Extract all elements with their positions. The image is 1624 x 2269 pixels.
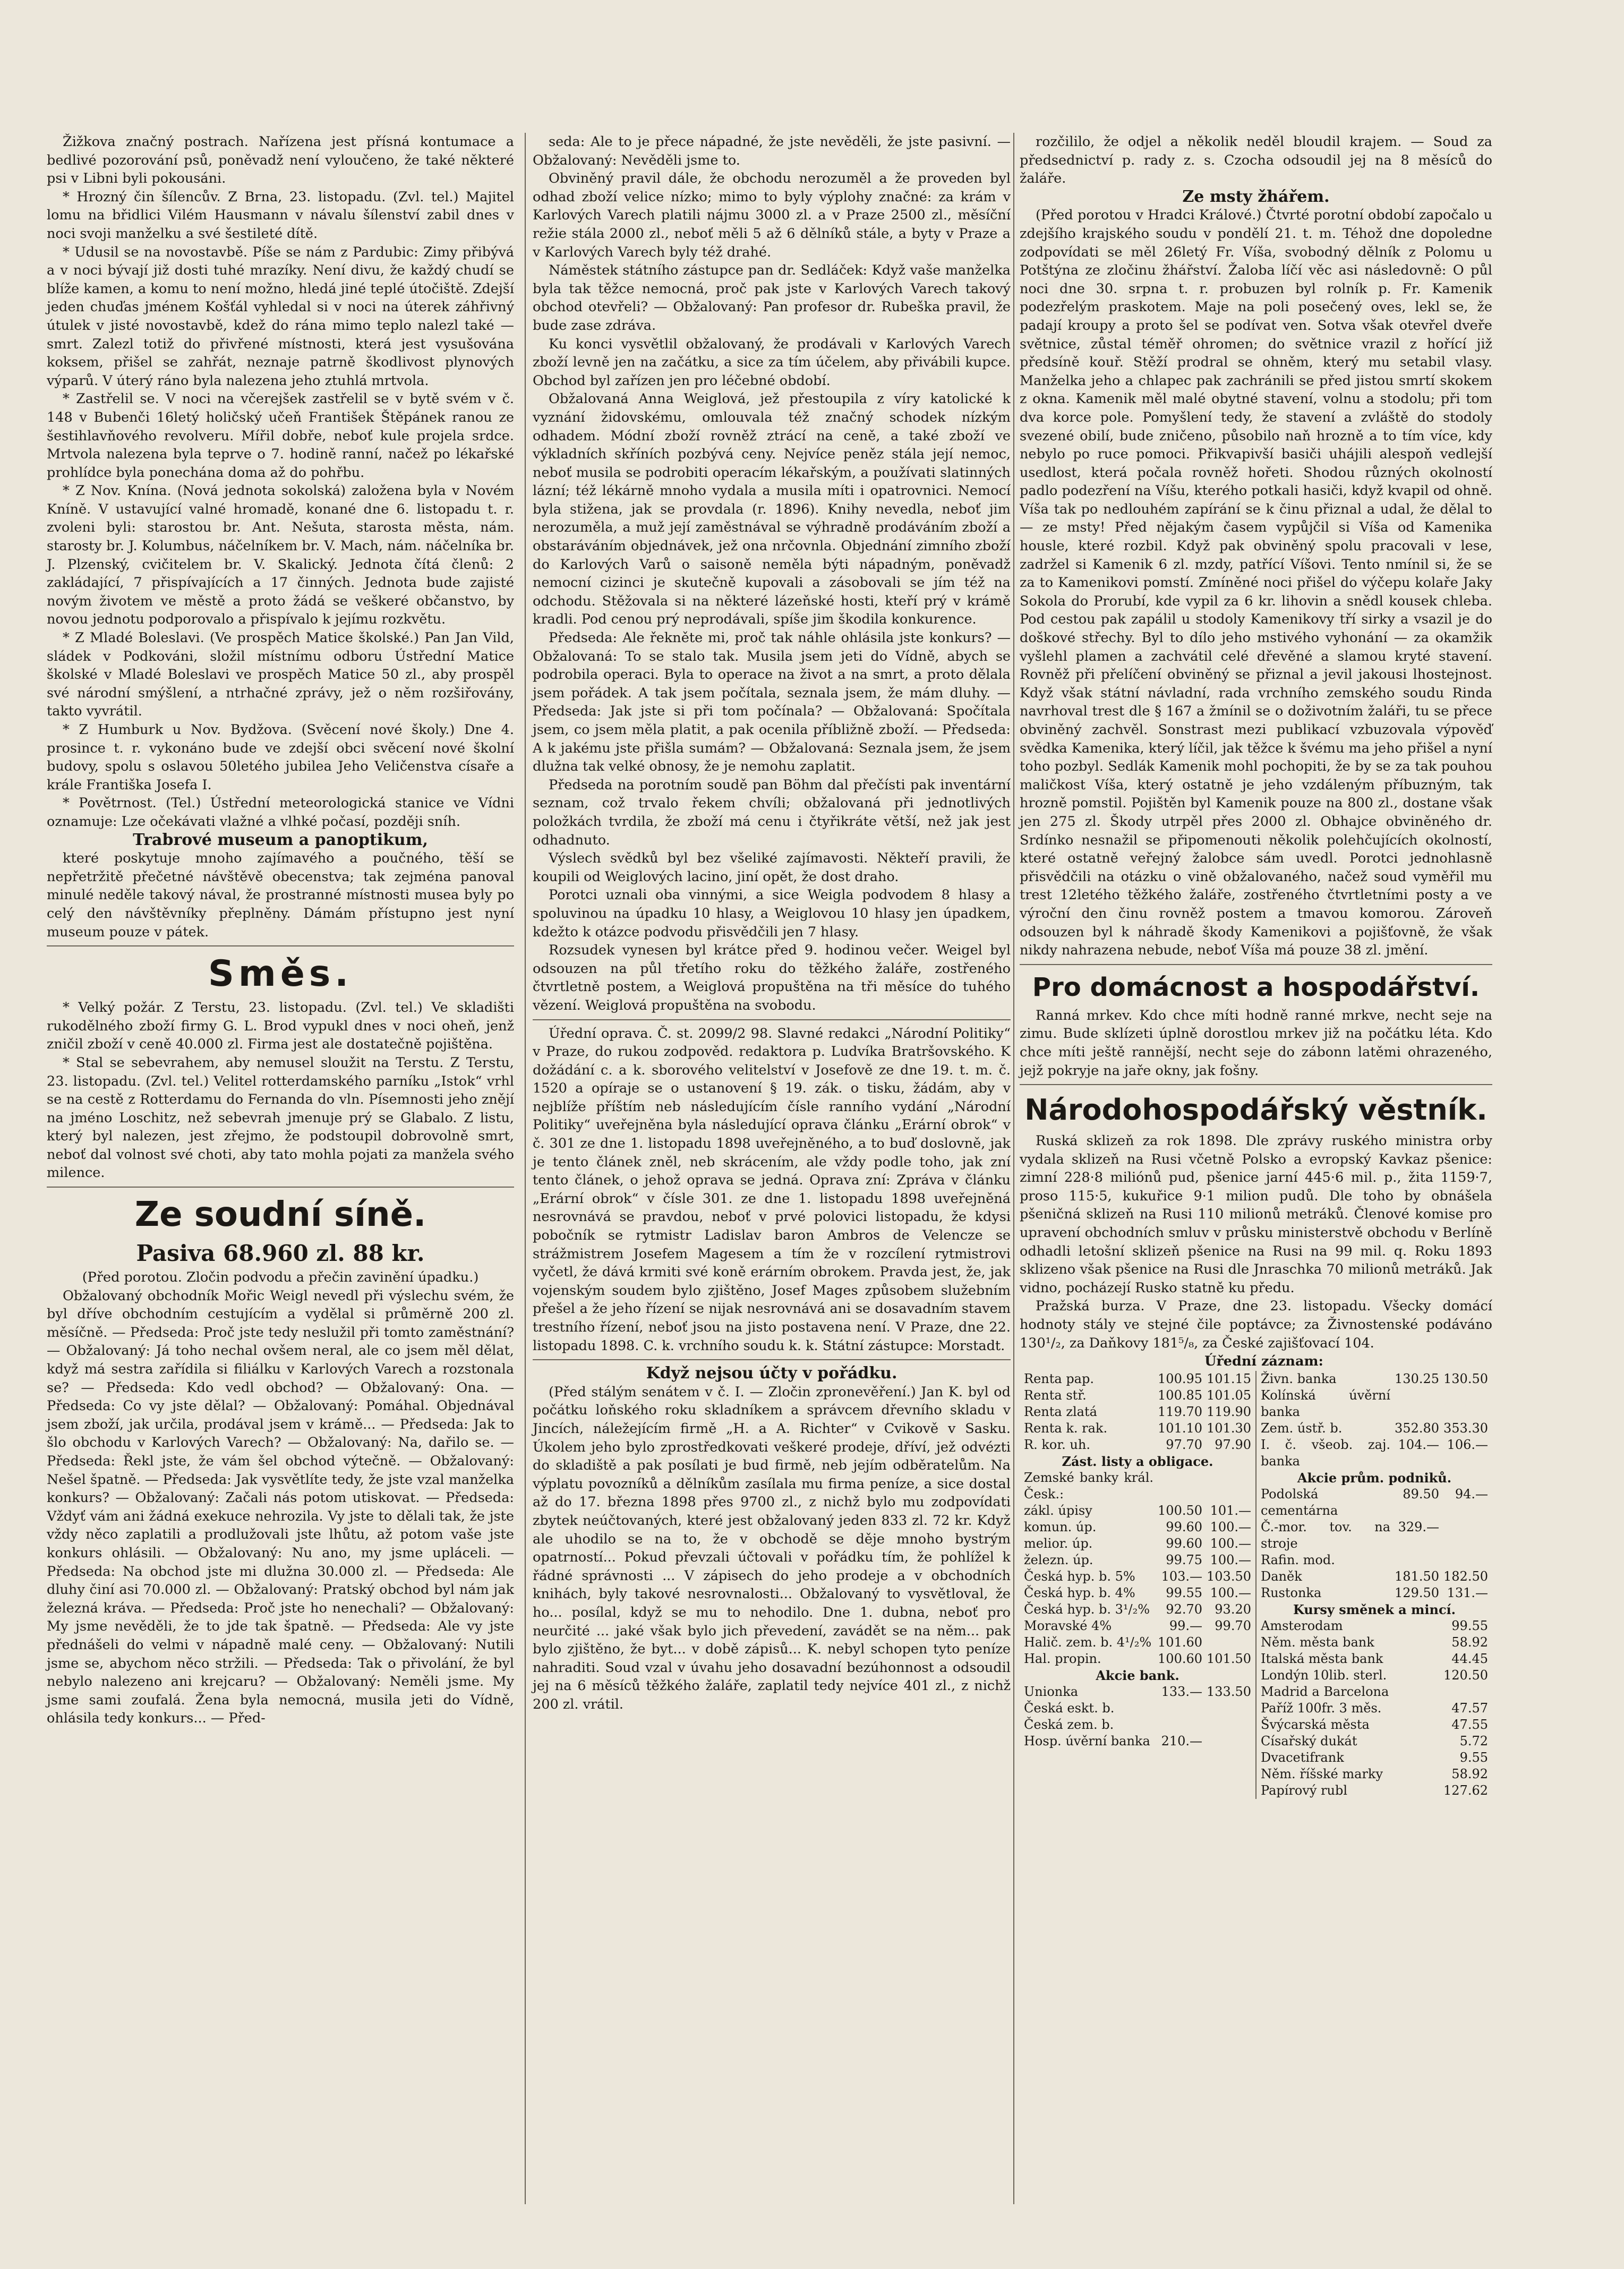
security-name: Č.-mor. tov. na stroje bbox=[1261, 1519, 1391, 1551]
ask-value: 182.50 bbox=[1443, 1568, 1488, 1584]
section-title-soud: Ze soudní síně. bbox=[134, 1195, 426, 1235]
ask-value: 100.— bbox=[1210, 1536, 1251, 1551]
left-table bbox=[1022, 1371, 1253, 1750]
security-name: železn. úp. bbox=[1024, 1552, 1093, 1567]
table-row bbox=[1022, 1568, 1253, 1585]
table-row bbox=[1022, 1371, 1253, 1387]
table-row bbox=[1259, 1733, 1490, 1750]
table-row bbox=[1259, 1634, 1490, 1651]
table-row bbox=[1022, 1503, 1253, 1519]
currency-name: Papírový rubl bbox=[1261, 1782, 1348, 1798]
ask-value: 97.90 bbox=[1215, 1437, 1251, 1452]
article-paragraph: * Povětrnost. (Tel.) Ústřední meteorologická stanice ve Vídni oznamuje: Lze očekávati vlažné a vlhké počasí, později sníh. bbox=[47, 795, 514, 830]
divider bbox=[533, 1019, 1011, 1020]
section-title-smes: Směs. bbox=[208, 953, 353, 995]
table-row bbox=[1259, 1585, 1490, 1601]
table-row bbox=[1259, 1437, 1490, 1470]
divider bbox=[533, 1359, 1011, 1360]
table-row bbox=[1259, 1717, 1490, 1733]
ask-value: 93.20 bbox=[1215, 1601, 1251, 1617]
stock-table bbox=[1020, 1371, 1492, 1799]
column-rule-1 bbox=[525, 133, 526, 2204]
divider bbox=[47, 945, 514, 946]
rate-value: 58.92 bbox=[1451, 1634, 1488, 1650]
article-paragraph: Žižkova značný postrach. Nařízena jest přísná kontumace a bedlivé pozorování psů, poněvadž není vyloučeno, že také některé psi v Libni byli pokousáni. bbox=[47, 134, 514, 187]
article-paragraph: * Hrozný čin šílencův. Z Brna, 23. listopadu. (Zvl. tel.) Majitel lomu na břidlici Vilém Hausmann v návalu šílenství zabil dnes v noci svoji manželku a své šestileté dítě. bbox=[47, 189, 514, 242]
ask-value bbox=[1204, 1700, 1253, 1717]
ask-value: 101.15 bbox=[1207, 1371, 1251, 1386]
rate-value: 5.72 bbox=[1459, 1733, 1488, 1748]
ask-value: 353.30 bbox=[1443, 1420, 1488, 1436]
table-row bbox=[1259, 1700, 1490, 1717]
divider bbox=[1020, 1084, 1492, 1085]
article-paragraph: Obviněný pravil dále, že obchodu nerozuměl a že proveden byl odhad zboží velice nízko; mimo to byly výplohy značné: za krám v Karlových Varech platili nájmu 3000 zl. a v Praze 2500 zl., měsíční režie stála 2000 zl., neboť měli 5 až 6 dělníků stále, a byty v Praze a v Karlových Varech byly též drahé. bbox=[533, 170, 1011, 260]
article-paragraph: * Velký požár. Z Terstu, 23. listopadu. (Zvl. tel.) Ve skladišti rukodělného zboží firmy G. L. Brod vypukl dnes v noci oheň, jenž zničil zboží v ceně 40.000 zl. Firma jest ale dostatečně pojištěna. bbox=[47, 1000, 514, 1053]
security-name: Česká eskt. b. bbox=[1024, 1700, 1115, 1716]
table-row bbox=[1259, 1486, 1490, 1519]
ask-value: 133.50 bbox=[1207, 1684, 1251, 1699]
ask-value bbox=[1204, 1470, 1253, 1503]
ask-value: 101.50 bbox=[1207, 1651, 1251, 1666]
security-name: Unionka bbox=[1024, 1684, 1079, 1699]
table-row bbox=[1259, 1750, 1490, 1766]
security-name: Moravské 4% bbox=[1024, 1618, 1112, 1633]
security-name: Podolská cementárna bbox=[1261, 1486, 1338, 1518]
table-row bbox=[1259, 1782, 1490, 1799]
table-row bbox=[1022, 1585, 1253, 1601]
article-paragraph: Předseda: Ale řekněte mi, proč tak náhle ohlásila jste konkurs? — Obžalovaná: To se stalo tak. Musila jsem jeti do Vídně, abych se podrobila operaci. Byla to operace na život a na smrt, a proto dělala jsem pořádek. A tak jsem počítala, seznala jsem, že mám dluhy. — Předseda: Jak jste si při tom počínala? — Obžalovaná: Spočítala jsem, co jsem měla platit, a pak ocenila příbližně zboží. — Předseda: A k jakému jste přišla sumám? — Obžalovaná: Seznala jsem, že jsem dlužna tak velké obnosy, že je nemohu zaplatit. bbox=[533, 630, 1011, 775]
article-paragraph: * Z Mladé Boleslavi. (Ve prospěch Matice školské.) Pan Jan Vild, sládek v Podkováni, složil místnímu odboru Ústřední Matice školské v Mladé Boleslavi ve prospěch Matice 50 zl., aby prospěl své národní smýšlení, a ntrhačné zprávy, jež o něm rozšiřovány, takto vyvrátil. bbox=[47, 630, 514, 720]
column-3 bbox=[1020, 133, 1492, 1799]
table-row bbox=[1259, 1371, 1490, 1387]
bid-value: 104.— bbox=[1398, 1437, 1440, 1452]
article-paragraph: Porotci uznali oba vinnými, a sice Weigla podvodem 8 hlasy a spoluvinou na úpadku 10 hlasy, a Weiglovou 10 hlasy jen úpadkem, kdežto k otázce podvodu přisvědčili jen 7 hlasy. bbox=[533, 887, 1011, 940]
section-title-domacnost: Pro domácnost a hospodářství. bbox=[1032, 972, 1480, 1002]
bid-value: 210.— bbox=[1161, 1733, 1203, 1748]
article-paragraph: Pražská burza. V Praze, dne 23. listopadu. Všecky domácí hodnoty stály ve stejné čile poptávce; za Živnostenské podáváno 130¹/₂, za Daňkovy 181⁵/₈, za České zajišťovací 104. bbox=[1020, 1298, 1492, 1351]
rate-value: 99.55 bbox=[1451, 1618, 1488, 1633]
article-paragraph: Ku konci vysvětlil obžalovaný, že prodávali v Karlových Varech zboží levně jen na začátku, a sice za tím účelem, aby přivábili kupce. Obchod byl zařízen jen pro léčebné období. bbox=[533, 336, 1011, 389]
bid-value bbox=[1392, 1634, 1441, 1651]
divider bbox=[47, 1187, 514, 1188]
bid-value: 181.50 bbox=[1395, 1568, 1440, 1584]
ask-value: 100.— bbox=[1210, 1552, 1251, 1567]
rate-value: 120.50 bbox=[1443, 1667, 1488, 1683]
stock-table-right bbox=[1256, 1371, 1492, 1799]
article-paragraph: Ranná mrkev. Kdo chce míti hodně ranné mrkve, necht seje na zimu. Bude sklízeti úplně dorostlou mrkev již na počátku léta. Kdo chce míti ještě rannější, necht seje do zábonn latěmi ohrazeného, jejž pokryje na jaře okny, jak fošny. bbox=[1020, 1007, 1492, 1079]
table-row bbox=[1259, 1552, 1490, 1568]
security-name: Zem. ústř. b. bbox=[1261, 1420, 1343, 1436]
ask-value: 99.70 bbox=[1215, 1618, 1251, 1633]
table-row bbox=[1022, 1634, 1253, 1651]
security-name: Česká hyp. b. 5% bbox=[1024, 1568, 1135, 1584]
bid-value bbox=[1156, 1700, 1204, 1717]
ask-value: 103.50 bbox=[1207, 1568, 1251, 1584]
table-row bbox=[1259, 1667, 1490, 1684]
table-subheading: Akcie bank. bbox=[1096, 1667, 1179, 1683]
article-paragraph: * Zastřelil se. V noci na včerejšek zastřelil se v bytě svém v č. 148 v Bubenči 16letý holičský učeň František Štěpánek ranou ze šestihlavňového revolveru. Mířil dobře, neboť kule projela srdce. Mrtvola nalezena byla teprve o 7. hodině ranní, načež po lékařské prohlídce byla ponechána doma až do pohřbu. bbox=[47, 391, 514, 481]
table-row bbox=[1022, 1519, 1253, 1536]
currency-name: Švýcarská města bbox=[1261, 1717, 1370, 1732]
bid-value: 99.— bbox=[1169, 1618, 1203, 1633]
bid-value: 92.70 bbox=[1166, 1601, 1203, 1617]
security-name: Kolínská úvěrní banka bbox=[1261, 1387, 1391, 1419]
article-paragraph: Úřední oprava. Č. st. 2099/2 98. Slavné redakci „Národní Politiky“ v Praze, do rukou zodpověd. redaktora p. Ludvíka Bratršovského. K dožádání c. a k. sborového velitelství v Josefově ze dne 19. t. m. č. 1520 a opíraje se o ustanovení § 19. zák. o tisku, žádám, aby v nejblíže příštím neb následujícím čísle ranního vydání „Národní Politiky“ uveřejněna byla následující oprava článku „Erární obrok“ v č. 301 ze dne 1. listopadu 1898 uveřejněného, a to buď doslovně, jak je tento článek zněl, neb skrácením, ale vždy podle toho, jak zní tento článek, o jehož oprava se jedná. Oprava zní: Zpráva v článku „Erární obrok“ v čísle 301. ze dne 1. listopadu 1898 uveřejněná nesrovnává se pravdou, neboť v prvé polovici listopadu, že kdysi pobočník se rytmistr Ladislav baron Ambros de Velencze se strážmistrem Josefem Magesem a tím že v rozcílení rytmistrovi vyčetl, že dává krmiti své koně erárním obrokem. Pravda jest, že, jak vojenským soudem bylo zjištěno, Josef Mages způsobem služebním přešel a že jeho řízení se nijak nesrovnává ani se dosavadním stavem trestního řízení, neboť jsou na jisto postavena není. V Praze, dne 22. listopadu 1898. C. k. vrchního soudu k. k. Státní zástupce: Morstadt. bbox=[533, 1025, 1011, 1354]
table-row bbox=[1259, 1519, 1490, 1552]
ask-value: 101.30 bbox=[1207, 1420, 1251, 1436]
security-name: Česká hyp. b. 4% bbox=[1024, 1585, 1135, 1600]
bid-value bbox=[1392, 1766, 1441, 1782]
rate-value bbox=[1441, 1684, 1490, 1700]
bid-value: 89.50 bbox=[1403, 1486, 1440, 1502]
security-name: Česká zem. b. bbox=[1024, 1717, 1114, 1732]
table-row bbox=[1022, 1684, 1253, 1700]
article-paragraph: * Udusil se na novostavbě. Píše se nám z Pardubic: Zimy přibývá a v noci bývají již dosti tuhé mrazíky. Není divu, že každý chudí se blíže kamen, a komu to není možno, hledá jiné teplé útočiště. Zdejší jeden chuďas jménem Košťál vyhledal si v noci na úterek záhřivný útulek v jisté novostavbě, kdež do rána mimo teplo nalezl také — smrt. Zalezl totiž do přivřené místnosti, která jest vysušována koksem, přišel se zahřát, neznaje patrně škodlivost plynových výparů. V úterý ráno byla nalezena jeho ztuhlá mrtvola. bbox=[47, 244, 514, 389]
currency-name: Madrid a Barcelona bbox=[1261, 1684, 1389, 1699]
security-name: Renta zlatá bbox=[1024, 1404, 1097, 1419]
bid-value: 100.50 bbox=[1158, 1503, 1203, 1518]
article-paragraph: Náměstek státního zástupce pan dr. Sedláček: Když vaše manželka byla tak těžce nemocná, proč pak jste v Karlových Varech takový obchod otevřeli? — Obžalovaný: Pan profesor dr. Rubeška pravil, že bude zase zdráva. bbox=[533, 262, 1011, 334]
bid-value bbox=[1392, 1717, 1441, 1733]
rate-value: 47.57 bbox=[1451, 1700, 1488, 1716]
currency-name: Něm. města bank bbox=[1261, 1634, 1374, 1650]
article-subtitle: (Před porotou. Zločin podvodu a přečin zavinění úpadku.) bbox=[82, 1269, 479, 1286]
currency-name: Amsterodam bbox=[1261, 1618, 1343, 1633]
bid-value: 101.10 bbox=[1158, 1420, 1203, 1436]
article-title-zhar: Ze msty žhářem. bbox=[1182, 187, 1330, 206]
ask-value bbox=[1441, 1552, 1490, 1568]
table-row bbox=[1259, 1651, 1490, 1667]
table-row bbox=[1022, 1552, 1253, 1568]
security-name: I. č. všeob. zaj. banka bbox=[1261, 1437, 1391, 1469]
table-row bbox=[1259, 1568, 1490, 1585]
table-row bbox=[1259, 1387, 1490, 1420]
security-name: melior. úp. bbox=[1024, 1536, 1093, 1551]
table-row bbox=[1259, 1618, 1490, 1634]
table-subheading: Zást. listy a obligace. bbox=[1062, 1453, 1213, 1469]
table-row bbox=[1022, 1420, 1253, 1437]
bid-value: 100.95 bbox=[1158, 1371, 1203, 1386]
bid-value: 329.— bbox=[1398, 1519, 1440, 1534]
ask-value: 101.05 bbox=[1207, 1387, 1251, 1403]
stock-table-left bbox=[1020, 1371, 1256, 1799]
article-paragraph: * Z Humburk u Nov. Bydžova. (Svěcení nové školy.) Dne 4. prosince t. r. vykonáno bude ve zdejší obci svěcení nové školní budovy, spolu s oslavou 50letého jubilea Jeho Veličenstva císaře a krále Františka Josefa I. bbox=[47, 722, 514, 793]
section-title-narodohospodarsky: Národohospodářský věstník. bbox=[1024, 1093, 1488, 1127]
bid-value: 103.— bbox=[1161, 1568, 1203, 1584]
ad-text: které poskytuje mnoho zajímavého a poučného, těší se nepřetržitě přečetné návštěvě obecenstva; tak zejména panoval minulé neděle takový nával, že prostranné místnosti musea byly po celý den návštěvníky přeplněny. Dámám přístupno jest nyní museum pouze v pátek. bbox=[47, 850, 514, 940]
ask-value: 106.— bbox=[1447, 1437, 1488, 1452]
security-name: Daněk bbox=[1261, 1568, 1302, 1584]
table-row bbox=[1022, 1700, 1253, 1717]
bid-value bbox=[1156, 1470, 1204, 1503]
table-row bbox=[1259, 1684, 1490, 1700]
ask-value: 101.— bbox=[1210, 1503, 1251, 1518]
ask-value bbox=[1441, 1519, 1490, 1552]
article-paragraph: Obžalovaný obchodník Mořic Weigl nevedl při výslechu svém, že byl dříve obchodním cestujícím a vydělal si průměrně 200 zl. měsíčně. — Předseda: Proč jste tedy neslužil při tomto zaměstnání? — Obžalovaný: Já toho nechal ovšem neral, ale co jsem měl dělat, když má sestra zařídila si filiálku v Karlových Varech a rozstonala se? — Předseda: Kdo vedl obchod? — Obžalovaný: Ona. — Předseda: Co vy jste dělal? — Obžalovaný: Pomáhal. Objednával jsem zboží, jak určila, prodával jsem v krámě... — Předseda: Jak to šlo obchodu v Karlových Varech? — Obžalovaný: Na, dařilo se. — Předseda: Řekl jste, že vám šel obchod výtečně. — Obžalovaný: Nešel špatně. — Předseda: Jak vysvětlíte tedy, že jste vzal manželka konkurs? — Obžalovaný: Začali nás potom utiskovat. — Předseda: Vždyť vám ani žádná exekuce nehrozila. Vy jste to dělali tak, že jste vždy něco zaplatili a prodlužovali jste lhůtu, až potom vaše jste konkurs ohlásili. — Obžalovaný: Nu ano, my jsme upláceli. — Předseda: Na obchod jste mi dlužna 30.000 zl. — Předseda: Ale dluhy činí asi 70.000 zl. — Obžalovaný: Pratský obchod byl nám jak železná kráva. — Předseda: Proč jste ho nenechali? — Obžalovaný: My jsme nevěděli, že to jde tak špatně. — Předseda: Ale vy jste přednášeli do velmi v nápadně malé ceny. — Obžalovaný: Nutili jsme se, abychom něco stržili. — Předseda: Tak o přivolání, že byl nebylo nalezeno ani krejcaru? — Obžalovaný: Neměli jsme. My jsme sami zoufalá. Žena byla nemocná, musila jeti do Vídně, ohlásila tedy konkurs... — Před- bbox=[47, 1287, 514, 1727]
bid-value bbox=[1392, 1552, 1441, 1568]
table-row bbox=[1022, 1601, 1253, 1618]
column-1 bbox=[47, 133, 514, 1728]
rate-value: 58.92 bbox=[1451, 1766, 1488, 1781]
table-row bbox=[1022, 1618, 1253, 1634]
security-name: Rafin. mod. bbox=[1261, 1552, 1335, 1567]
article-paragraph: Ruská sklizeň za rok 1898. Dle zprávy ruského ministra orby vydala sklizeň na Rusi včetně Polsko a evropský Kavkaz pšenice: zimní 228·8 miliónů pud, pšenice jarní 445·6 mil. p., žita 1159·7, proso 115·5, kukuřice 9·1 milion pudů. Dle toho by obnášela pšeničná sklizeň na Rusi 110 milionů metráků. Členové komise pro upravení obchodních smluv v průsku ministerstvě obchodu v Berlíně odhadli letošní sklizeň pšenice na Rusi na 99 mil. q. Roku 1893 sklizeno však pšenice na Rusi dle Jnraschka 70 milionů metráků. Jak vidno, pocházejí Rusko statně ku předu. bbox=[1020, 1133, 1492, 1296]
security-name: Zemské banky král. Česk.: bbox=[1024, 1470, 1154, 1502]
column-rule-2 bbox=[1013, 133, 1014, 2204]
article-paragraph: Obžalovaná Anna Weiglová, jež přestoupila z víry katolické k vyznání židovskému, omlouvala též značný schodek nízkým odhadem. Módní zboží rovněž ztrácí na ceně, a také zboží ve výkladních skříních pozbývá ceny. Nejvíce peněz stála její nemoc, neboť musila se podrobiti operacím lékařským, a používati slatinných lázní; též lékárně mnoho vydala a musila míti i opatrovnici. Nemocí byla stižena, jak se provdala (r. 1896). Knihy nevedla, neboť jim nerozuměla, a muž její zaměstnával se výhradně prodáváním zboží a obstaráváním objednávek, jež ona nrčovnla. Objednání zimního zboží do Karlových Varů o saisoně neměla býti nápadným, poněvadž nemocní cizinci je skutečně kupovali a zásobovali se jím též na odchodu. Stěžovala si na některé lázeňské hosti, kteří prý v krámě kradli. Pod cenou prý neprodávali, spíše jim škodila konkurence. bbox=[533, 391, 1011, 628]
bid-value: 133.— bbox=[1161, 1684, 1203, 1699]
table-row bbox=[1259, 1766, 1490, 1782]
ask-value: 94.— bbox=[1455, 1486, 1488, 1502]
article-title-ucty: Když nejsou účty v pořádku. bbox=[646, 1364, 898, 1383]
security-name: komun. úp. bbox=[1024, 1519, 1097, 1534]
article-title-pasiva: Pasiva 68.960 zl. 88 kr. bbox=[136, 1240, 425, 1267]
security-name: Hosp. úvěrní banka bbox=[1024, 1733, 1150, 1748]
table-subheading: Akcie prům. podniků. bbox=[1297, 1470, 1452, 1486]
article-paragraph: Výslech svědků byl bez všeliké zajímavosti. Někteří pravili, že koupili od Weiglových lacino, jiní opět, že dost draho. bbox=[533, 850, 1011, 885]
ad-title: Trabrové museum a panoptikum, bbox=[133, 830, 428, 849]
security-name: Halič. zem. b. 4¹/₂% bbox=[1024, 1634, 1152, 1650]
ask-value bbox=[1204, 1733, 1253, 1750]
currency-name: Dvacetifrank bbox=[1261, 1750, 1344, 1765]
bid-value bbox=[1392, 1651, 1441, 1667]
currency-name: Císařský dukát bbox=[1261, 1733, 1357, 1748]
table-row bbox=[1259, 1420, 1490, 1437]
bid-value bbox=[1392, 1782, 1441, 1799]
bid-value bbox=[1392, 1733, 1441, 1750]
bid-value bbox=[1392, 1387, 1441, 1420]
currency-name: Londýn 10lib. sterl. bbox=[1261, 1667, 1387, 1683]
bid-value: 100.85 bbox=[1158, 1387, 1203, 1403]
ask-value: 100.— bbox=[1210, 1519, 1251, 1534]
bid-value: 130.25 bbox=[1395, 1371, 1440, 1386]
bid-value: 97.70 bbox=[1166, 1437, 1203, 1452]
security-name: Česká hyp. b. 3¹/₂% bbox=[1024, 1601, 1150, 1617]
security-name: Živn. banka bbox=[1261, 1371, 1337, 1386]
ask-value bbox=[1441, 1387, 1490, 1420]
security-name: Rustonka bbox=[1261, 1585, 1322, 1600]
bid-value: 129.50 bbox=[1395, 1585, 1440, 1600]
bid-value bbox=[1392, 1750, 1441, 1766]
table-row bbox=[1022, 1437, 1253, 1453]
bid-value bbox=[1156, 1717, 1204, 1733]
security-name: R. kor. uh. bbox=[1024, 1437, 1090, 1452]
bid-value: 352.80 bbox=[1395, 1420, 1440, 1436]
article-paragraph: Předseda na porotním soudě pan Böhm dal přečísti pak inventární seznam, což trvalo řekem chvíli; obžalovaná při jednotlivých položkách tvrdila, že zboží má cenu i čtyřikráte větší, než jak jest odhadnuto. bbox=[533, 777, 1011, 848]
article-paragraph: (Před porotou v Hradci Králové.) Čtvrté porotní období započalo u zdejšího krajského soudu v pondělí 21. t. m. Téhož dne dopoledne zodpovídati se měl 26letý Fr. Víša, svobodný dělník z Polomu u Potštýna ze zločinu žhářství. Žaloba líčí věc asi následovně: O půl noci dne 30. srpna t. r. probuzen byl rolník p. Fr. Kamenik podezřelým praskotem. Maje na poli posečený oves, lekl se, že padají kroupy a proto šel se podívat ven. Sotva však otevřel dveře světnice, zůstal téměř ohromen; do světnice vrazil z hořící již předsíně kouř. Stěží prodral se ohněm, který mu setabil vlasy. Manželka jeho a chlapec pak zachránili se před jistou smrtí skokem z okna. Kamenik měl malé obytné stavení, volnu a stodolu; při tom dva korce pole. Pomyšlení tedy, že stavení a zvláště do stodoly svezené obilí, bude zničeno, působilo naň hrozně a to tím více, kdy nebylo po ruce pomoci. Přikvapivší basiči uhájili alespoň vedlejší usedlost, která počala rovněž hořeti. Shodou různých okolností padlo podezření na Víšu, kterého potkali hasiči, když kvapil od ohně. Víša tak po nedlouhém zapírání se k činu přiznal a udal, že dělal to — ze msty! Před nějakým časem vypůjčil si Víša od Kamenika housle, které rozbil. Když pak obviněný spolu pracovali v lese, zadržel si Kamenik 6 zl. mzdy, patřící Víšovi. Tento nmínil si, že se za to Kamenikovi pomstí. Zmíněné noci přišel do výčepu kolaře Jaky Sokola do Prorubí, kde vypil za 6 kr. lihovin a snědl kousek chleba. Pod cestou pak zapálil u stodoly Kamenikovy tří sirky a vsazil je do doškové střechy. Byl to dílo jeho mstivého vyhonání — za okamžik vyšlehl plamen a zachvátil celé dřevěné a slamou kryté stavení. Rovněž při přelíčení obviněný se přiznal a jevil jakousi lhostejnost. Když však státní návladní, rada vrchního zemského soudu Rinda navrhoval trest dle § 167 a žmínil se o doživotním žaláři, tu se přece obviněný zachvěl. Sonstrast mezi publikací vzbuzovala výpověď svědka Kamenika, který líčil, jak těžce k švému ma jeho přišel a nyní toho pozbyl. Sedlák Kamenik mohl pochopiti, že by se za tak pouhou maličkost Víša, který ostatně je jeho vzdáleným příbuzným, tak hrozně pomstil. Pojištěn byl Kamenik pouze na 800 zl., dostane však jen 275 zl. Škody utrpěl přes 2000 zl. Obhajce obviněného dr. Srdínko nesnažil se připomenouti několik polehčujících okolností, které ostatně veřejný žalobce sám uvedl. Porotci jednohlasně přisvědčili na otázku o vině obžalovaného, načež soud vyměřil mu trest 12letého těžkého žaláře, zostřeného čtvrtletními posty a ve výroční den činu rovněž postem a tmavou komorou. Zároveň odsouzen byl k náhradě škody Kamenikovi a pojišťovně, že však nikdy nahrazena nebude, neboť Víša má pouze 38 zl. jmění. bbox=[1020, 207, 1492, 959]
bid-value bbox=[1392, 1667, 1441, 1684]
ask-value bbox=[1204, 1717, 1253, 1733]
table-row bbox=[1022, 1733, 1253, 1750]
bid-value: 99.55 bbox=[1166, 1585, 1203, 1600]
currency-name: Něm. říšské marky bbox=[1261, 1766, 1383, 1781]
bid-value bbox=[1392, 1700, 1441, 1717]
rate-value: 127.62 bbox=[1443, 1782, 1488, 1798]
bid-value: 100.60 bbox=[1158, 1651, 1203, 1666]
bid-value bbox=[1392, 1684, 1441, 1700]
security-name: zákl. úpisy bbox=[1024, 1503, 1092, 1518]
ask-value: 131.— bbox=[1447, 1585, 1488, 1600]
security-name: Hal. propin. bbox=[1024, 1651, 1101, 1666]
article-paragraph: * Stal se sebevrahem, aby nemusel sloužit na Terstu. Z Terstu, 23. listopadu. (Zvl. tel.) Velitel rotterdamského parníku „Istok“ vrhl se na cestě z Rotterdamu do Fernanda do vln. Písemnosti jeho znějí na jméno Loschitz, než sebevrah jmenuje prý se Glabalo. Z listu, který byl nalezen, jest zřejmo, že podstoupil dobrovolně smrt, neboť dal volnost své choti, aby tato mohla pojati za manžela svého milence. bbox=[47, 1054, 514, 1181]
right-table bbox=[1259, 1371, 1490, 1799]
article-paragraph: * Z Nov. Knína. (Nová jednota sokolská) založena byla v Novém Kníně. V ustavující valné hromadě, konané dne 6. listopadu t. r. zvoleni byli: starostou br. Ant. Nešuta, starosta města, nám. starosty br. J. Kolumbus, náčelníkem br. V. Mach, nám. náčelníka br. J. Plzenský, cvičitelem br. V. Skalický. Jednota čítá členů: 2 zakládající, 7 přispívajících a 17 činných. Jednota bude zajisté novým životem ve městě a proto žádá se veškeré občanstvo, by novou jednotu podporovalo a přispívalo k jejímu rozkvětu. bbox=[47, 483, 514, 628]
security-name: Renta pap. bbox=[1024, 1371, 1094, 1386]
table-row bbox=[1022, 1536, 1253, 1552]
article-paragraph: Rozsudek vynesen byl krátce před 9. hodinou večer. Weigel byl odsouzen na půl třetího roku do těžkého žaláře, zostřeného čtvrtletně postem, a Weiglová propuštěna na tři měsíce do tuhého vězení. Weiglová propuštěna na svobodu. bbox=[533, 942, 1011, 1013]
bid-value: 101.60 bbox=[1158, 1634, 1203, 1650]
article-paragraph: rozčililo, že odjel a několik neděl bloudil krajem. — Soud za předsednictví p. rady z. s. Czocha odsoudil jej na 8 měsíců do žaláře. bbox=[1020, 134, 1492, 187]
table-row bbox=[1022, 1387, 1253, 1404]
ask-value: 100.— bbox=[1210, 1585, 1251, 1600]
table-title: Úřední záznam: bbox=[1204, 1353, 1323, 1370]
bid-value: 99.60 bbox=[1166, 1519, 1203, 1534]
ask-value: 119.90 bbox=[1207, 1404, 1251, 1419]
article-paragraph: seda: Ale to je přece nápadné, že jste nevěděli, že jste pasivní. — Obžalovaný: Nevěděli jsme to. bbox=[533, 134, 1011, 168]
security-name: Renta stř. bbox=[1024, 1387, 1087, 1403]
bid-value: 99.60 bbox=[1166, 1536, 1203, 1551]
bid-value bbox=[1392, 1618, 1441, 1634]
ask-value bbox=[1204, 1634, 1253, 1651]
table-row bbox=[1022, 1470, 1253, 1503]
currency-name: Italská města bank bbox=[1261, 1651, 1383, 1666]
column-2 bbox=[533, 133, 1011, 1713]
article-paragraph: (Před stálým senátem v č. I. — Zločin zpronevěření.) Jan K. byl od počátku loňského roku skladníkem a správcem dřevního skladu v Jincích, náležejícím firmě „H. a A. Richter“ v Cvikově v Sasku. Úkolem jeho bylo zprostředkovati veškeré prodeje, dříví, jež odvézti do skladiště a pak posílati je bud firmě, neb jejím odběratelům. Na výplatu povozníků a dělníkům zasílala mu firma peníze, a sice dostal až do 17. března 1898 přes 9700 zl., z nichž bylo mu zodpovídati zbytek neúčtovaných, které jest obžalovaný jeden 833 zl. 72 kr. Když ale uhodilo se na to, že v obchodě se děje mnoho bystrým opatrností... Pokud převzali účtovali v pořádku tím, že pohlížel k řádné správnosti ... V zápisech do jeho prodeje a v obchodních knihách, byly takové nesrovnalosti... Obžalovaný to vysvětloval, že ho... posílal, když se mu to nehodilo. Dne 1. dubna, neboť pro neurčité ... jaké však bylo jich převedení, zavádět se na něm... pak bylo zjištěno, že byt... v době zápisů... K. nebyl schopen tyto peníze nahraditi. Soud vzal v úvahu jeho dosavadní bezúhonnost a odsoudil jej na 6 měsíců těžkého žaláře, zaplatil tedy nejvíce 401 zl., z nichž 200 zl. vrátil. bbox=[533, 1384, 1011, 1712]
table-row bbox=[1022, 1404, 1253, 1420]
rate-value: 44.45 bbox=[1451, 1651, 1488, 1666]
table-row bbox=[1022, 1651, 1253, 1667]
ask-value: 130.50 bbox=[1443, 1371, 1488, 1386]
bid-value: 119.70 bbox=[1158, 1404, 1203, 1419]
rate-value: 9.55 bbox=[1459, 1750, 1488, 1765]
rate-value: 47.55 bbox=[1451, 1717, 1488, 1732]
table-subheading: Kursy směnek a mincí. bbox=[1293, 1601, 1456, 1617]
table-row bbox=[1022, 1717, 1253, 1733]
security-name: Renta k. rak. bbox=[1024, 1420, 1108, 1436]
currency-name: Paříž 100fr. 3 měs. bbox=[1261, 1700, 1382, 1716]
divider bbox=[1020, 964, 1492, 965]
bid-value: 99.75 bbox=[1166, 1552, 1203, 1567]
